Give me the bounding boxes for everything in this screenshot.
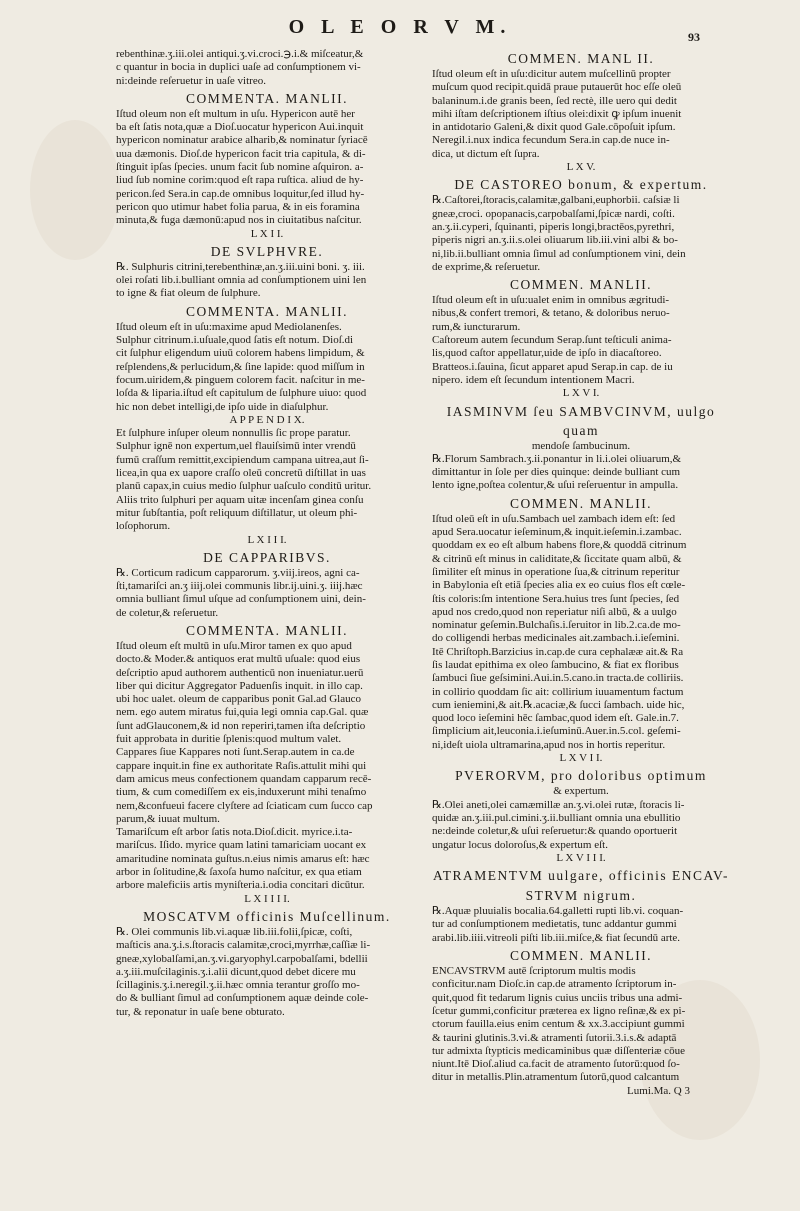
text-line: ba eſt ſatis nota,quæ a Dioſ.uocatur hypericon Aui.inquit xyxy=(116,121,364,134)
folio-number: 93 xyxy=(688,30,700,44)
right-column xyxy=(432,48,730,1098)
text-line: lento igne,poſtea colentur,& uſui reſeruentur in ampulla. xyxy=(432,479,679,492)
section-number: L X V I. xyxy=(562,387,600,400)
text-line: nipero. idem eſt ſecundum intentionem Macri. xyxy=(432,373,635,386)
text-line: Aliis trito ſulphuri per aquam uitæ incenſam ginea conſu xyxy=(116,493,364,506)
text-line: ſimiliter eſt minus in operatione ſua,& citrinum reperitur xyxy=(432,565,680,578)
catchword: Lumi.Ma. Q 3 xyxy=(627,1084,690,1097)
section-heading: IASMINVM ſeu SAMBVCINVM, uulgo quam xyxy=(446,403,716,438)
section-number: L X I I I I. xyxy=(244,892,290,905)
text-line: Bratteos.i.ſauina, ſicut apparet apud Serap.in cap. de iu xyxy=(432,360,673,373)
text-line: fumū craſſum remittit,excipiendum campana uitrea,aut ſi- xyxy=(116,453,369,466)
text-line: a.ʒ.iii.muſcilaginis.ʒ.i.alii dicunt,quod debet dicere mu xyxy=(116,965,356,978)
text-line: omnia bulliant ſimul uſque ad conſumptionem uini, dein- xyxy=(116,593,366,606)
section-number: A P P E N D I X. xyxy=(229,413,305,426)
text-line: do & bulliant ſimul ad conſumptionem aquæ deinde cole- xyxy=(116,992,369,1005)
section-heading: COMMENTA. MANLII. xyxy=(185,303,349,319)
text-line: ſti,tamariſci an.ʒ iiij.olei communis libr.ij.uini.ʒ. iiij.hæc xyxy=(116,580,363,593)
text-line: ubi hoc ualet. oleum de capparibus ponit Gal.ad Glauco xyxy=(116,693,361,706)
text-line: licea,in qua ex uapore craſſo oleū concretū diſtillat in uas xyxy=(116,467,366,480)
section-number: mendoſe ſambucinum. xyxy=(531,439,631,452)
text-line: Tamariſcum eſt arbor ſatis nota.Dioſ.dicit. myrice.i.ta- xyxy=(116,826,353,839)
text-line: maſticis ana.ʒ.i.s.ſtoracis calamitæ,croci,myrrhæ,caſſiæ li- xyxy=(116,939,371,952)
section-number: L X I I. xyxy=(250,227,284,240)
section-heading: COMMENTA. MANLII. xyxy=(185,90,349,106)
text-line: focum.uiridem,& pinguem colorem facit. naſcitur in me- xyxy=(116,373,365,386)
text-line: Sulphur ignē non expertum,uel flauiſsimū inter vrendū xyxy=(116,440,356,453)
text-line: quit,quod fit tedarum lignis cuius unciis tribus una admi- xyxy=(432,991,683,1004)
section-heading: COMMEN. MANLII. xyxy=(509,948,653,964)
text-line: loſophorum. xyxy=(116,520,171,533)
text-line: Iſtud oleum eſt in uſu:dicitur autem muſcellinū propter xyxy=(432,68,671,80)
section-number: L X I I I. xyxy=(247,533,287,546)
text-line: dica, ut dictum eſt ſupra. xyxy=(432,147,540,160)
text-line: gneæ,xylobalſami,an.ʒ.vi.garyophyl.carpobalſami, bdellii xyxy=(116,952,368,965)
text-line: ℞. Olei communis lib.vi.aquæ lib.iii.folii,ſpicæ, coſti, xyxy=(116,925,353,938)
section-number: L X V I I. xyxy=(559,752,603,765)
text-line: to igne & fiat oleum de ſulphure. xyxy=(116,287,261,300)
text-line: ſtis coloris:ſm intentione Sera.huius tres ſunt ſpecies, ſed xyxy=(432,592,680,605)
section-heading: DE CAPPARIBVS. xyxy=(203,549,331,565)
text-line: arbor in ſolitudine,& ſaxoſa humo naſcitur, ex qua etiam xyxy=(116,866,362,879)
text-line: ſcillaginis.ʒ.i.neregil.ʒ.ii.hæc omnia terantur groſſo mo- xyxy=(116,979,360,992)
text-line: ditur in metallis.Plin.atramentum ſutorū,quod calcantum xyxy=(432,1071,680,1084)
text-line: ſis laudat epithima ex oleo ſambucino, & fiat ex floribus xyxy=(432,658,679,671)
text-line: rebenthinæ.ʒ.iii.olei antiqui.ʒ.vi.croci.℈.i.& miſceatur,& xyxy=(116,48,364,60)
text-line: arabi.lib.iiii.vitreoli piſti lib.iii.miſce,& fiat ſecundū arte. xyxy=(432,931,681,944)
section-number: L X V. xyxy=(566,161,596,174)
left-column xyxy=(116,48,418,1019)
section-number: & expertum. xyxy=(553,785,609,798)
text-line: balaninum.i.de granis been, ſed rectè, ille uero qui dedit xyxy=(432,94,677,107)
text-line: liber qui dicitur Aggregator Paduenſis inquit. in illo cap. xyxy=(116,679,363,692)
text-line: hypericon nominatur arabice alharib,& nominatur ſyriacē xyxy=(116,134,368,147)
section-heading: STRVM nigrum. xyxy=(525,888,637,904)
text-line: ſtinguit ipſas ſpecies. unum facit ſub nomine aſquiron. a- xyxy=(116,161,364,174)
text-line: ℞.Aquæ pluuialis bocalia.64.galletti rupti lib.vi. coquan- xyxy=(432,905,684,918)
text-line: Caſtoreum autem ſecundum Serap.ſunt teſticuli anima- xyxy=(432,334,672,347)
section-heading: ATRAMENTVM uulgare, officinis ENCAV- xyxy=(433,868,729,884)
text-line: niunt.Itē Dioſ.aliud ca.facit de atramento ſutorū:quod ſo- xyxy=(432,1058,680,1071)
section-heading: DE SVLPHVRE. xyxy=(210,243,324,259)
text-line: in antidotario Galeni,& dixit quod Gale.cōpoſuit ipſum. xyxy=(432,121,676,134)
text-line: ni:deinde reſeruetur in uaſe vitreo. xyxy=(116,74,266,87)
text-line: cum ieniemini,& ait.℞.acaciæ,& ſucci ſambach. uide hic, xyxy=(432,698,685,711)
text-line: ENCAVSTRVM autē ſcriptorum multis modis xyxy=(432,965,636,978)
text-line: nem. ego autem miratus fui,quia legi omnia cap.Gal. quæ xyxy=(116,706,369,719)
running-title: O L E O R V M. xyxy=(288,16,512,38)
text-line: quod loco ieſemini hēc ſambac,quod idem eſt. Gale.in.7. xyxy=(432,712,679,725)
text-line: tur ad conſumptionem medietatis, tunc addantur gummi xyxy=(432,918,677,931)
text-line: ctorum fauilla.eius enim centum & xx.3.accipiunt gummi xyxy=(432,1018,685,1031)
text-line: de coletur,& reſeruetur. xyxy=(116,606,219,619)
text-line: mitur ſubſtantia, poſt reliquum diſtillatur, ut oleum phi- xyxy=(116,506,358,519)
section-heading: PVERORVM, pro doloribus optimum xyxy=(455,768,707,784)
text-line: ni,lib.ii.bulliant omnia ſimul ad conſumptionem vini, dein xyxy=(432,247,686,260)
text-line: do colligendi herbas medicinales ait.zambach.i.ieſemini. xyxy=(432,632,680,645)
text-line: hic non debet intelligi,de ipſo uide in diaſulphur. xyxy=(116,400,329,413)
text-line: ungatur locus doloroſus,& expertum eſt. xyxy=(432,838,608,851)
text-line: Iſtud oleum eſt in uſu:ualet enim in omnibus ægritudi- xyxy=(432,294,670,307)
text-line: reſplendens,& perlucidum,& ſine lapide: quod miſſum in xyxy=(116,360,365,373)
text-line: conficitur.nam Dioſc.in cap.de atramento ſcriptorum in- xyxy=(432,978,677,991)
text-line: pericon quo utimur habet folia parua, & in eis foramina xyxy=(116,200,360,213)
text-line: fuit approbata in duritie ſplenis:quod multum valet. xyxy=(116,733,342,746)
text-line: pericon.ſed Sera.in cap.de omnibus loquitur,ſed illud hy- xyxy=(116,187,365,200)
text-line: ſambuci ſiue geſsimini.Aui.in.5.cano.in tracta.de colliriis. xyxy=(432,672,684,685)
text-line: parum,& iuuat multum. xyxy=(116,812,220,825)
text-line: piperis nigri an.ʒ.ii.s.olei oliuarum lib.iii.vini albi & bo- xyxy=(432,234,678,247)
text-line: olei roſati lib.i.bulliant omnia ad conſumptionem uini len xyxy=(116,274,367,287)
text-line: Cappares ſiue Kappares noti ſunt.Serap.autem in ca.de xyxy=(116,746,355,759)
text-line: Iſtud oleū eſt in uſu.Sambach uel zambach idem eſt: ſed xyxy=(432,512,676,525)
text-line: ℞. Sulphuris citrini,terebenthinæ,an.ʒ.iii.uini boni. ʒ. iii. xyxy=(116,260,365,273)
text-line: apud nos credo,quod non reperiatur niſi albū, & a uulgo xyxy=(432,605,677,618)
text-line: tur admixta ſtypticis medicaminibus quæ diſſenteriæ cōue xyxy=(432,1044,685,1057)
text-line: Itē Chriſtoph.Barzicius in.cap.de cura cephalææ ait.& Ra xyxy=(432,645,684,658)
text-line: ℞.Florum Sambrach.ʒ.ii.ponantur in li.i.olei oliuarum,& xyxy=(432,452,682,465)
text-line: & citrinū eſt minus in caliditate,& ſiccitate quam albū, & xyxy=(432,552,682,565)
text-line: Iſtud oleum eſt multū in uſu.Miror tamen ex quo apud xyxy=(116,639,352,652)
text-line: ℞. Corticum radicum capparorum. ʒ.viij.ireos, agni ca- xyxy=(116,566,360,579)
text-line: in collirio quoddam ſic ait: collirium iuuamentum factum xyxy=(432,685,684,698)
text-line: loſda & lipariа.iſtud eſt capitulum de ſulphure uiuo: quod xyxy=(116,387,367,400)
text-line: arbore maleficiis artis myniſteria.i.odia concitari dicūtur. xyxy=(116,879,365,892)
text-line: liud ſub nomine corim:quod eſt rapa ruſtica. aliud de hy- xyxy=(116,174,364,187)
text-line: an.ʒ.ii.cyperi, ſquinanti, piperis longi,bractēos,pyrethri, xyxy=(432,220,675,233)
text-line: Iſtud oleum eſt in uſu:maxime apud Mediolanenſes. xyxy=(116,320,342,333)
text-line: nem,&confueui facere clyſtere ad ſciaticam cum ſucco cap xyxy=(116,799,373,812)
section-heading: COMMEN. MANL II. xyxy=(507,51,655,66)
text-line: planū capax,in cuius medio ſulphur uaſculo conditū uritur. xyxy=(116,480,372,493)
text-line: ne:deinde coletur,& uſui reſeruetur:& quando oportuerit xyxy=(432,825,678,838)
text-line: ℞.Olei aneti,olei camæmillæ an.ʒ.vi.olei rutæ, ſtoracis li- xyxy=(432,798,685,811)
text-line: & taurini glutinis.3.vi.& atramenti ſutorii.3.i.s.& adaptā xyxy=(432,1031,677,1044)
text-line: amaritudine nominata guſtus.n.eius nimis amarus eſt: hæc xyxy=(116,852,370,865)
text-line: in Babylonia eſt etiā ſpecies alia ex eo cuius flos eſt cœle- xyxy=(432,579,686,592)
text-line: dam amicus meus confectionem quandam capparum recē- xyxy=(116,772,372,785)
section-heading: COMMENTA. MANLII. xyxy=(185,622,349,638)
text-line: Et ſulphure inſuper oleum nonnullis ſic prope paratur. xyxy=(116,427,351,440)
text-line: cit ſulphur eligendum uiuū colorem habens limpidum, & xyxy=(116,347,365,360)
text-line: uua dæmonis. Dioſ.de hypericon facit tria capitula, & di- xyxy=(116,147,366,160)
text-line: nominatur geſemin.Bulchaſis.i.ſeruitor in lib.2.ca.de mo- xyxy=(432,619,681,632)
text-line: deſcriptio apud authorem authenticū non inueniatur.uerū xyxy=(116,666,364,679)
text-line: minuta,& fuga dæmonū:apud nos in ciuitatibus naſcitur. xyxy=(116,214,362,227)
text-line: c quantur in bocia in duplici uaſe ad conſumptionem vi- xyxy=(116,61,361,74)
section-heading: COMMEN. MANLII. xyxy=(509,495,653,511)
text-line: tur, & reponatur in uaſe bene obturato. xyxy=(116,1005,285,1018)
text-line: quidæ an.ʒ.iii.pul.cimini.ʒ.ii.bulliant omnia una ebullitio xyxy=(432,811,681,824)
paper-stain xyxy=(30,120,120,260)
text-line: ni,ideſt uiola ultramarina,apud nos in hortis reperitur. xyxy=(432,738,666,751)
text-line: ℞.Caſtorei,ſtoracis,calamitæ,galbani,euphorbii. caſsiæ li xyxy=(432,194,680,207)
text-line: cappare inquit.in fine ex authoritate Raſis.attulit mihi qui xyxy=(116,759,367,772)
text-line: ſcetur gummi,conficitur præterea ex ligno reſinæ,& ex pi- xyxy=(432,1004,686,1017)
text-line: dimittantur in ſole per dies quinque: deinde bulliant cum xyxy=(432,466,681,479)
text-line: tium, & cum comediſſem ex eis,induxerunt mihi tenaſmo xyxy=(116,786,367,799)
section-number: L X V I I I. xyxy=(556,851,606,864)
text-line: nibus,& confert tremori, & tetano, & doloribus neruo- xyxy=(432,307,670,320)
text-line: Neregil.i.nux indica fecundum Sera.in cap.de nuce in- xyxy=(432,134,670,147)
section-heading: COMMEN. MANLII. xyxy=(509,277,653,293)
section-heading: DE CASTOREO bonum, & expertum. xyxy=(454,177,708,193)
text-line: mariſcus. Iſido. myrice quam latini tamariciam uocant ex xyxy=(116,839,367,852)
text-line: docto.& Moder.& antiquos erat multū uſuale: quod eius xyxy=(116,653,361,666)
text-line: gneæ,croci. opopanacis,carpobalſami,ſpicæ nardi, coſti. xyxy=(432,207,675,220)
text-line: Iſtud oleum non eſt multum in uſu. Hypericon autē her xyxy=(116,107,355,120)
text-line: rum,& iuncturarum. xyxy=(432,320,521,333)
text-line: ſimplicium ait,leuconia.i.ieſuminū.Auer.in.5.col. geſemi- xyxy=(432,725,681,738)
text-line: apud Sera.uocatur ieſeminum,& inquit.ieſemin.i.zambac. xyxy=(432,526,682,539)
text-line: ſunt adGlauconem,& id non reperiri,tamen iſta deſcriptio xyxy=(116,719,366,732)
text-line: de exprime,& reſeruetur. xyxy=(432,260,541,273)
section-heading: MOSCATVM officinis Muſcellinum. xyxy=(143,908,391,924)
text-line: Sulphur citrinum.i.uſuale,quod ſatis eſt notum. Dioſ.di xyxy=(116,334,354,347)
text-line: quoddam ex eo eſt album habens flore,& quoddā citrinum xyxy=(432,539,687,552)
text-line: mihi iſtam deſcriptionem iſtius olei:dixit ꝙ ipſum inuenit xyxy=(432,107,682,120)
text-line: lis,quod caſtor appellatur,uide de ipſo in diacaſtoreo. xyxy=(432,347,662,360)
text-line: muſcum quod recipit.quidā praue putauerūt hoc eſſe oleū xyxy=(432,81,682,94)
